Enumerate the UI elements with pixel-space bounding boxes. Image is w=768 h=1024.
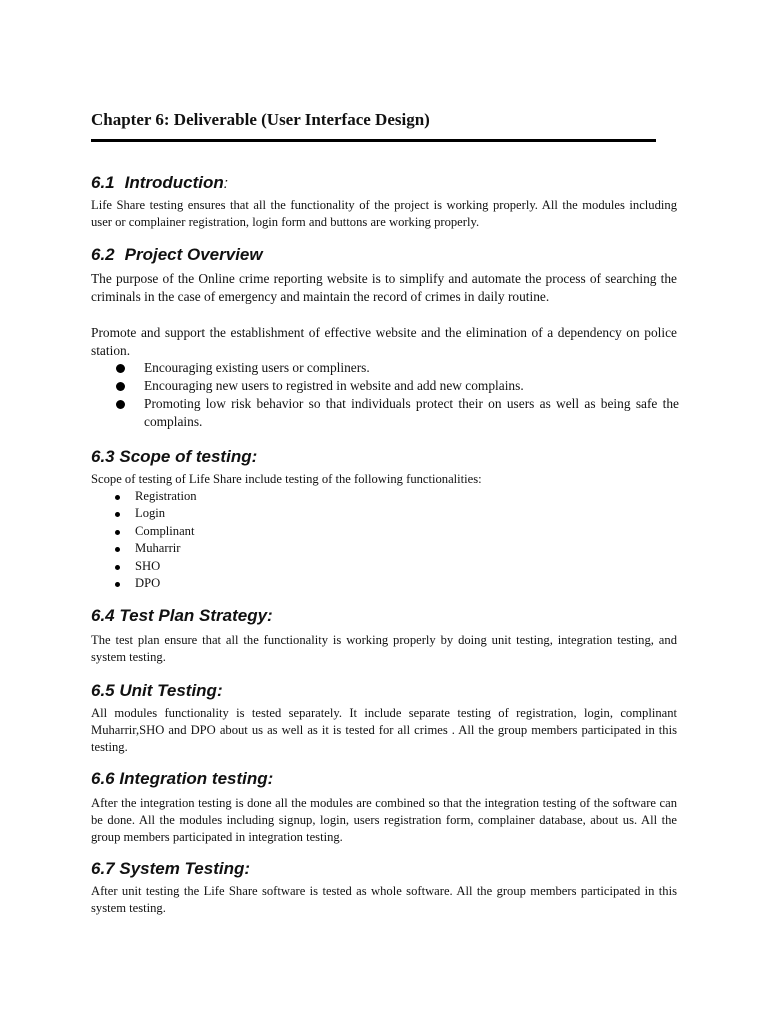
heading-introduction-number: 6.1 bbox=[91, 173, 115, 192]
heading-introduction bbox=[91, 173, 228, 193]
introduction-paragraph: Life Share testing ensures that all the functionality of the project is working properly. All the modules including user or complainer registration, login form and buttons are working properly. bbox=[91, 198, 677, 229]
list-item bbox=[114, 377, 679, 395]
list-item bbox=[114, 395, 679, 431]
list-item-text: Encouraging new users to registred in website and add new complains. bbox=[144, 378, 524, 393]
heading-unit-testing: 6.5 Unit Testing: bbox=[91, 681, 223, 700]
title-underline bbox=[91, 139, 656, 142]
bullet-icon bbox=[115, 530, 120, 535]
scope-functionality-list bbox=[113, 488, 197, 592]
heading-overview-title: Project Overview bbox=[124, 245, 263, 264]
heading-integration-testing: 6.6 Integration testing: bbox=[91, 769, 274, 788]
list-item bbox=[113, 488, 197, 505]
bullet-icon bbox=[116, 382, 125, 391]
list-item-text: Login bbox=[135, 506, 166, 521]
heading-overview-number: 6.2 bbox=[91, 245, 115, 264]
list-item bbox=[113, 505, 197, 522]
heading-introduction-title: Introduction bbox=[124, 173, 224, 192]
integration-testing-paragraph: After the integration testing is done all the modules are combined so that the integration testing of the software can be done. All the modules including signup, login, users registration form, complainer database, about us. All the group members participated in integration testing. bbox=[91, 796, 677, 844]
list-item-text: Complinant bbox=[135, 523, 195, 538]
list-item-text: Registration bbox=[135, 489, 197, 503]
scope-paragraph: Scope of testing of Life Share include testing of the following functionalities: bbox=[91, 472, 482, 486]
bullet-icon bbox=[115, 512, 120, 517]
chapter-title: Chapter 6: Deliverable (User Interface Design) bbox=[91, 110, 430, 129]
list-item-text: Muharrir bbox=[135, 541, 181, 556]
strategy-paragraph: The test plan ensure that all the functionality is working properly by doing unit testing, integration testing, and system testing. bbox=[91, 633, 677, 664]
list-item-text: Promoting low risk behavior so that individuals protect their on users as well as being safe the complains. bbox=[144, 396, 679, 429]
overview-paragraph-1: The purpose of the Online crime reporting website is to simplify and automate the process of searching the criminals in the case of emergency and maintain the record of crimes in daily routine. bbox=[91, 271, 677, 304]
list-item bbox=[113, 575, 197, 592]
bullet-icon bbox=[115, 582, 120, 587]
bullet-icon bbox=[116, 400, 125, 409]
overview-bullet-list bbox=[114, 359, 679, 431]
system-testing-paragraph: After unit testing the Life Share software is tested as whole software. All the group members participated in this system testing. bbox=[91, 884, 677, 915]
list-item-text: SHO bbox=[135, 558, 161, 573]
heading-scope-of-testing: 6.3 Scope of testing: bbox=[91, 447, 258, 466]
list-item-text: Encouraging existing users or compliners. bbox=[144, 360, 370, 375]
list-item-text: DPO bbox=[135, 576, 161, 591]
heading-introduction-colon: : bbox=[223, 175, 228, 192]
heading-system-testing: 6.7 System Testing: bbox=[91, 859, 251, 878]
list-item bbox=[113, 523, 197, 540]
bullet-icon bbox=[115, 547, 120, 552]
list-item bbox=[113, 558, 197, 575]
bullet-icon bbox=[115, 565, 120, 570]
overview-paragraph-2: Promote and support the establishment of effective website and the elimination of a dependency on police station. bbox=[91, 325, 677, 358]
bullet-icon bbox=[116, 364, 125, 373]
list-item bbox=[114, 359, 679, 377]
heading-test-plan-strategy: 6.4 Test Plan Strategy: bbox=[91, 606, 273, 625]
bullet-icon bbox=[115, 495, 120, 500]
list-item bbox=[113, 540, 197, 557]
unit-testing-paragraph: All modules functionality is tested separately. It include separate testing of registration, login, complinant Muharrir,SHO and DPO about us as well as it is tested for all crimes . All the group members participated in this testing. bbox=[91, 706, 677, 754]
heading-project-overview bbox=[91, 245, 263, 265]
